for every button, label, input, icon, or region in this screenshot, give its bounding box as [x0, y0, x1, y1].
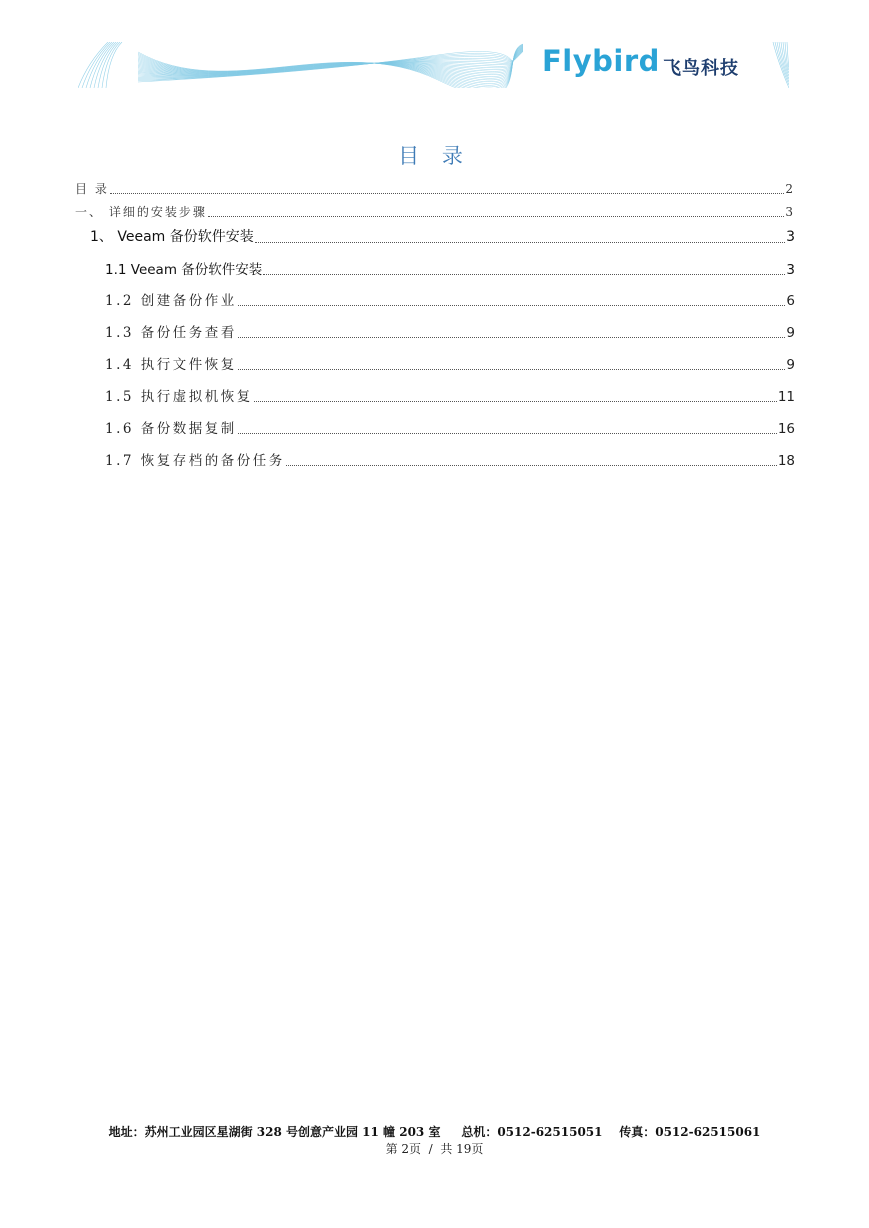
wave-line	[94, 42, 116, 88]
wave-line	[102, 42, 120, 88]
toc-entry-label: 1.2 创建备份作业	[105, 293, 237, 309]
toc-leader-dots	[254, 401, 777, 402]
toc-leader-dots	[286, 465, 777, 466]
footer-address: 地址：苏州工业园区星湖街 328 号创意产业园 11 幢 203 室 总机：0512-62515051 传真：0512-62515061	[108, 1125, 761, 1139]
toc-leader-dots	[255, 242, 785, 243]
toc-leader-dots	[238, 369, 786, 370]
toc-entry-label: 一、 详细的安装步骤	[75, 205, 207, 219]
footer-page-number: 第 2页 / 共 19页	[385, 1142, 484, 1156]
toc-leader-dots	[208, 216, 785, 217]
toc-entry[interactable]	[90, 226, 795, 246]
toc-entry[interactable]	[105, 385, 795, 405]
toc-entry[interactable]	[75, 180, 795, 197]
company-logo-wordmark: Flybird	[542, 44, 660, 78]
toc-entry-label: 1.4 执行文件恢复	[105, 357, 237, 373]
toc-leader-dots	[238, 337, 786, 338]
toc-leader-dots	[110, 193, 785, 194]
toc-entry[interactable]	[105, 449, 795, 469]
toc-entry-page: 6	[786, 293, 795, 309]
toc-entry-label: 1.7 恢复存档的备份任务	[105, 453, 285, 469]
toc-leader-dots	[238, 305, 786, 306]
toc-entry-page: 18	[777, 453, 795, 469]
company-logo-chinese: 飞鸟科技	[663, 58, 739, 79]
toc-entry-page: 11	[777, 389, 795, 405]
toc-title: 目 录	[398, 144, 471, 168]
toc-entry-label: 1.3 备份任务查看	[105, 325, 237, 341]
toc-entry-label: 1.5 执行虚拟机恢复	[105, 389, 253, 405]
toc-entry-page: 3	[785, 205, 795, 219]
toc-entry-label: 1、 Veeam 备份软件安装	[90, 229, 254, 245]
toc-entry[interactable]	[105, 417, 795, 437]
toc-entry[interactable]	[75, 203, 795, 220]
toc-entry-page: 9	[786, 325, 795, 341]
toc-entry[interactable]	[105, 289, 795, 309]
toc-entry-label: 1.6 备份数据复制	[105, 421, 237, 437]
toc-entry-label: 1.1 Veeam 备份软件安装	[105, 262, 263, 278]
toc-entry-page: 16	[777, 421, 795, 437]
toc-leader-dots	[263, 274, 785, 275]
toc-entry-page: 2	[785, 182, 795, 196]
toc-entry-label: 目 录	[75, 182, 109, 196]
toc-entry-page: 3	[786, 262, 795, 278]
toc-entry-page: 3	[786, 229, 795, 245]
toc-leader-dots	[238, 433, 777, 434]
wave-line	[106, 42, 122, 88]
toc-entry[interactable]	[105, 321, 795, 341]
toc-entry[interactable]	[105, 258, 795, 278]
toc-entry-page: 9	[786, 357, 795, 373]
toc-entry[interactable]	[105, 353, 795, 373]
